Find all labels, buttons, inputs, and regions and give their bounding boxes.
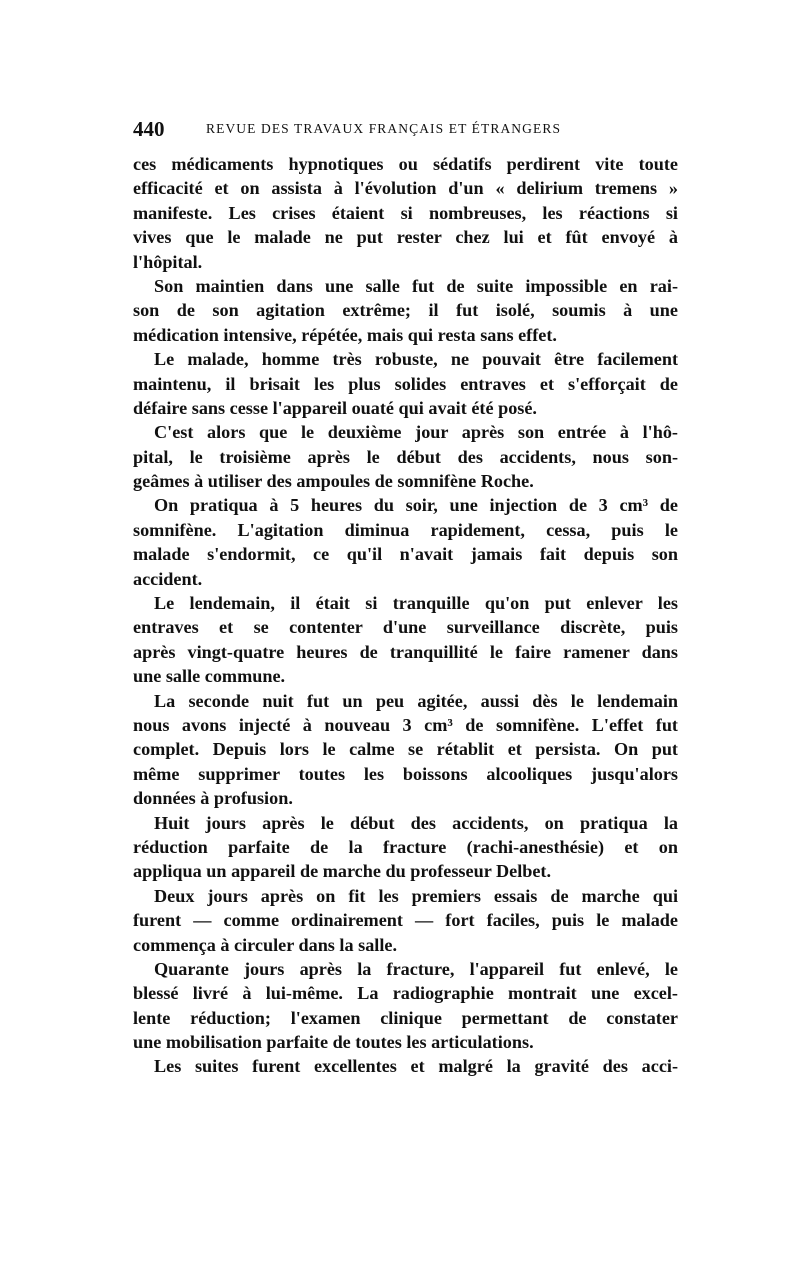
text-line: réduction parfaite de la fracture (rachi-anesthésie) et on (133, 836, 678, 857)
text-line: données à profusion. (133, 788, 293, 809)
page-number: 440 (133, 117, 165, 141)
text-line: son de son agitation extrême; il fut isolé, soumis à une (133, 300, 678, 321)
text-line: appliqua un appareil de marche du professeur Delbet. (133, 861, 552, 882)
text-line: malade s'endormit, ce qu'il n'avait jamais fait depuis son (133, 544, 678, 565)
text-line: La seconde nuit fut un peu agitée, aussi dès le lendemain (154, 690, 678, 711)
text-line: somnifène. L'agitation diminua rapidement, cessa, puis le (133, 519, 678, 540)
text-line: lente réduction; l'examen clinique permettant de constater (133, 1007, 678, 1028)
text-line: efficacité et on assista à l'évolution d'un « delirium tremens » (133, 178, 678, 199)
text-line: une salle commune. (133, 666, 286, 687)
text-line: défaire sans cesse l'appareil ouaté qui avait été posé. (133, 397, 537, 418)
text-line: complet. Depuis lors le calme se rétablit et persista. On put (133, 739, 678, 760)
text-line: médication intensive, répétée, mais qui resta sans effet. (133, 324, 557, 345)
text-line: commença à circuler dans la salle. (133, 934, 398, 955)
body-text (133, 152, 678, 1079)
text-line: maintenu, il brisait les plus solides entraves et s'efforçait de (133, 373, 678, 394)
text-line: nous avons injecté à nouveau 3 cm³ de somnifène. L'effet fut (133, 714, 678, 735)
text-line: blessé livré à lui-même. La radiographie montrait une excel- (133, 983, 678, 1004)
text-line: entraves et se contenter d'une surveillance discrète, puis (133, 617, 678, 638)
text-line: Deux jours après on fit les premiers essais de marche qui (154, 885, 678, 906)
text-line: pital, le troisième après le début des accidents, nous son- (133, 446, 678, 467)
text-line: Quarante jours après la fracture, l'appareil fut enlevé, le (154, 958, 678, 979)
text-line: Huit jours après le début des accidents, on pratiqua la (154, 812, 678, 833)
text-line: après vingt-quatre heures de tranquillité le faire ramener dans (133, 641, 678, 662)
text-line: furent — comme ordinairement — fort faciles, puis le malade (133, 910, 678, 931)
text-line: Le lendemain, il était si tranquille qu'on put enlever les (154, 593, 678, 614)
text-line: Les suites furent excellentes et malgré la gravité des acci- (154, 1056, 678, 1077)
text-line: On pratiqua à 5 heures du soir, une injection de 3 cm³ de (154, 495, 678, 516)
text-line: ces médicaments hypnotiques ou sédatifs perdirent vite toute (133, 154, 678, 174)
text-line: vives que le malade ne put rester chez lui et fût envoyé à (133, 227, 678, 248)
running-head (133, 118, 678, 140)
text-line: geâmes à utiliser des ampoules de somnifène Roche. (133, 471, 534, 492)
text-line: C'est alors que le deuxième jour après son entrée à l'hô- (154, 422, 678, 443)
text-line: même supprimer toutes les boissons alcooliques jusqu'alors (133, 763, 678, 784)
text-line: accident. (133, 568, 203, 589)
journal-title: REVUE DES TRAVAUX FRANÇAIS ET ÉTRANGERS (206, 121, 562, 136)
text-line: une mobilisation parfaite de toutes les articulations. (133, 1032, 534, 1053)
text-line: l'hôpital. (133, 251, 203, 272)
text-line: Le malade, homme très robuste, ne pouvait être facilement (154, 349, 678, 370)
text-line: Son maintien dans une salle fut de suite impossible en rai- (154, 275, 678, 296)
text-line: manifeste. Les crises étaient si nombreuses, les réactions si (133, 202, 678, 223)
